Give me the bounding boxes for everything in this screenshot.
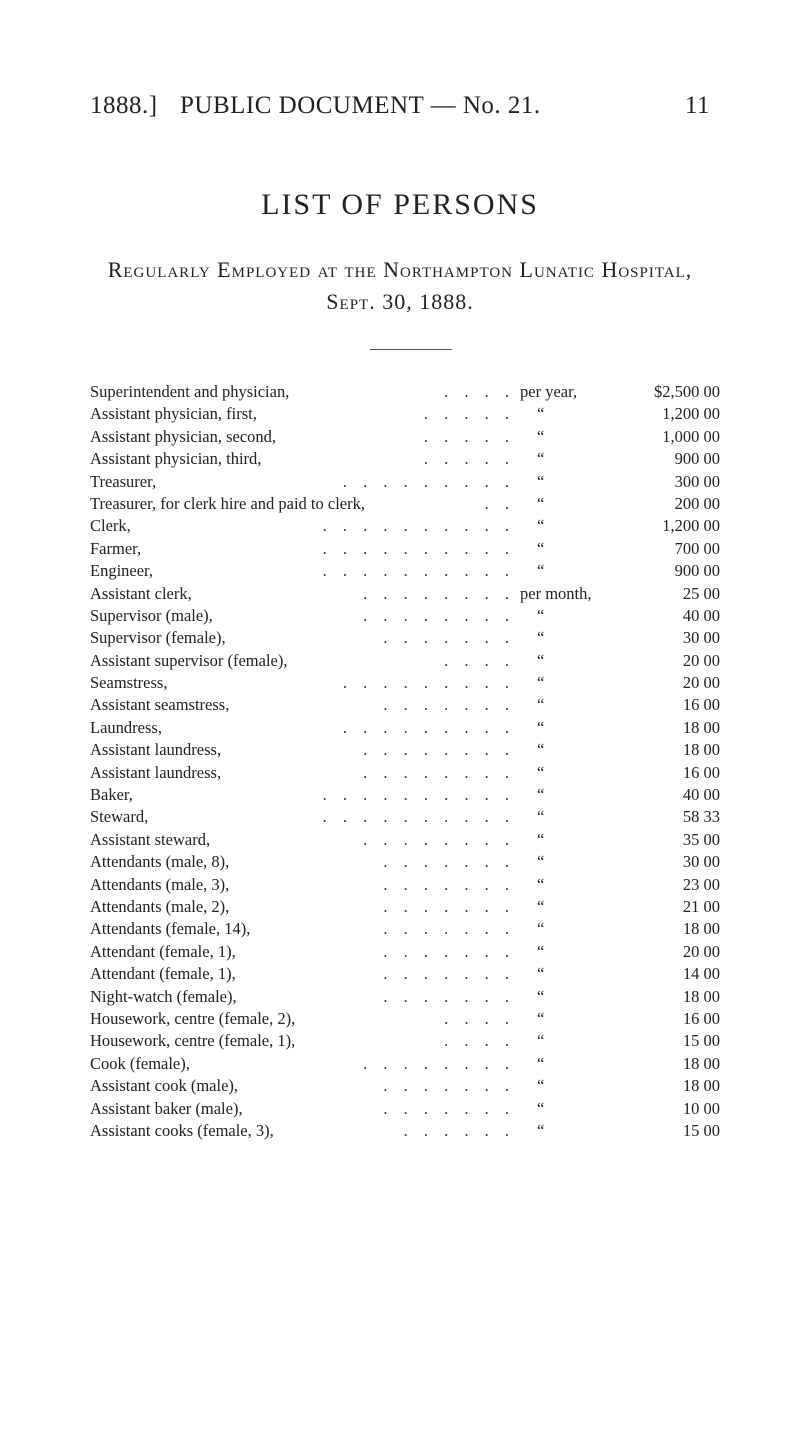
list-item [90,515,720,537]
position-title: Supervisor (male), [90,605,213,625]
position-title: Treasurer, for clerk hire and paid to clerk, [90,493,365,513]
list-item [90,1098,720,1120]
position-title: Baker, [90,785,133,805]
list-item [90,1008,720,1030]
ditto-mark: “ [537,1076,545,1096]
dot-leader: . . . . . . . . [363,583,515,603]
salary-amount: 18 00 [682,717,720,737]
position-title: Assistant baker (male), [90,1098,243,1118]
dot-leader: . . . . [444,650,515,670]
dot-leader: . . . . . [423,449,515,469]
position-title: Attendants (male, 2), [90,896,230,916]
salary-amount: 23 00 [682,874,720,894]
position-title: Housework, centre (female, 1), [90,1031,296,1051]
list-item [90,1075,720,1097]
list-item [90,1030,720,1052]
ditto-mark: “ [537,964,545,984]
salary-amount: 25 00 [682,583,720,603]
dot-leader: . . . . . . . . [363,605,515,625]
ditto-mark: “ [537,1008,545,1028]
list-item [90,650,720,672]
dot-leader: . . . . . . . . . [342,673,515,693]
dot-leader: . . . . . . . [383,941,515,961]
list-item [90,627,720,649]
ditto-mark: “ [537,1031,545,1051]
dot-leader: . . . . . . . . . . [322,538,515,558]
salary-amount: 30 00 [682,628,720,648]
position-title: Cook (female), [90,1053,190,1073]
salary-amount: 200 00 [674,493,720,513]
salary-amount: 10 00 [682,1098,720,1118]
ditto-mark: “ [537,516,545,536]
salary-amount: $2,500 00 [654,382,720,401]
salary-amount: 18 00 [682,919,720,939]
list-item [90,896,720,918]
salary-amount: 15 00 [682,1120,720,1140]
header-document-title: PUBLIC DOCUMENT — No. 21. [180,92,541,119]
salary-amount: 58 33 [682,807,720,827]
header-year: 1888.] [90,92,158,119]
salary-amount: 35 00 [682,829,720,849]
salary-amount: 20 00 [682,650,720,670]
dot-leader: . . . . . . . . [363,740,515,760]
ditto-mark: “ [537,896,545,916]
ditto-mark: “ [537,717,545,737]
position-title: Attendants (male, 8), [90,852,230,872]
salary-amount: 18 00 [682,1076,720,1096]
salary-amount: 20 00 [682,673,720,693]
list-item [90,963,720,985]
salary-amount: 16 00 [682,762,720,782]
page-title: LIST OF PERSONS [261,188,539,221]
ditto-mark: “ [537,941,545,961]
pay-period: per month, [520,583,592,603]
dot-leader: . . . . . [423,426,515,446]
dot-leader: . . . . . . . . [363,829,515,849]
dot-leader: . . . . . . . [383,919,515,939]
salary-amount: 700 00 [674,538,720,558]
salary-amount: 18 00 [682,1053,720,1073]
dot-leader: . . . . . . . . [363,762,515,782]
ditto-mark: “ [537,673,545,693]
dot-leader: . . . . . . . [383,986,515,1006]
position-title: Assistant clerk, [90,583,192,603]
list-item [90,918,720,940]
salary-amount: 21 00 [682,896,720,916]
salary-amount: 16 00 [682,1008,720,1028]
ditto-mark: “ [537,874,545,894]
dot-leader: . . . . . . . . . [342,471,515,491]
ditto-mark: “ [537,605,545,625]
salary-amount: 900 00 [674,561,720,581]
list-item [90,784,720,806]
dot-leader: . . . . . . [403,1120,515,1140]
list-item [90,986,720,1008]
ditto-mark: “ [537,628,545,648]
list-item [90,560,720,582]
position-title: Assistant seamstress, [90,695,230,715]
salary-amount: 900 00 [674,449,720,469]
salary-amount: 1,200 00 [662,516,720,536]
ditto-mark: “ [537,650,545,670]
position-title: Assistant laundress, [90,740,222,760]
list-item [90,762,720,784]
dot-leader: . . . . . . . [383,964,515,984]
list-item [90,1053,720,1075]
list-item [90,829,720,851]
ditto-mark: “ [537,1120,545,1140]
ditto-mark: “ [537,471,545,491]
dot-leader: . . . . [444,382,515,401]
position-title: Assistant physician, third, [90,449,262,469]
salary-amount: 18 00 [682,740,720,760]
ditto-mark: “ [537,986,545,1006]
position-title: Steward, [90,807,149,827]
list-item [90,493,720,515]
header-page-number: 11 [684,92,710,119]
position-title: Seamstress, [90,673,168,693]
dot-leader: . . . . . [423,404,515,424]
list-item [90,381,720,403]
salary-amount: 30 00 [682,852,720,872]
staff-salary-list [90,381,720,1142]
position-title: Attendants (male, 3), [90,874,230,894]
salary-amount: 40 00 [682,785,720,805]
dot-leader: . . . . [444,1008,515,1028]
list-item [90,739,720,761]
ditto-mark: “ [537,852,545,872]
ditto-mark: “ [537,762,545,782]
salary-amount: 300 00 [674,471,720,491]
ditto-mark: “ [537,561,545,581]
position-title: Housework, centre (female, 2), [90,1008,296,1028]
list-item [90,717,720,739]
position-title: Attendant (female, 1), [90,964,236,984]
salary-amount: 15 00 [682,1031,720,1051]
subtitle-line-1: Regularly Employed at the Northampton Lunatic Hospital, [107,257,693,282]
position-title: Assistant steward, [90,829,211,849]
list-item [90,426,720,448]
ditto-mark: “ [537,1098,545,1118]
list-item [90,851,720,873]
salary-amount: 16 00 [682,695,720,715]
dot-leader: . . . . [444,1031,515,1051]
salary-amount: 18 00 [682,986,720,1006]
position-title: Assistant supervisor (female), [90,650,288,670]
ditto-mark: “ [537,740,545,760]
position-title: Attendant (female, 1), [90,941,236,961]
ditto-mark: “ [537,919,545,939]
ditto-mark: “ [537,426,545,446]
dot-leader: . . . . . . . . . . [322,785,515,805]
list-item [90,583,720,605]
dot-leader: . . . . . . . . . . [322,561,515,581]
dot-leader: . . . . . . . [383,1076,515,1096]
salary-amount: 40 00 [682,605,720,625]
dot-leader: . . . . . . . [383,628,515,648]
list-item [90,448,720,470]
position-title: Treasurer, [90,471,157,491]
position-title: Assistant physician, first, [90,404,257,424]
dot-leader: . . . . . . . . . [342,717,515,737]
position-title: Supervisor (female), [90,628,226,648]
dot-leader: . . . . . . . [383,852,515,872]
list-item [90,874,720,896]
dot-leader: . . . . . . . [383,1098,515,1118]
ditto-mark: “ [537,493,545,513]
dot-leader: . . . . . . . [383,695,515,715]
salary-amount: 1,000 00 [662,426,720,446]
position-title: Engineer, [90,561,154,581]
list-item [90,694,720,716]
salary-amount: 1,200 00 [662,404,720,424]
list-item [90,1120,720,1142]
position-title: Clerk, [90,516,131,536]
salary-amount: 14 00 [682,964,720,984]
position-title: Assistant laundress, [90,762,222,782]
list-item [90,471,720,493]
section-divider [370,349,452,350]
list-item [90,672,720,694]
list-item [90,941,720,963]
dot-leader: . . . . . . . . . . [322,807,515,827]
position-title: Farmer, [90,538,142,558]
position-title: Night-watch (female), [90,986,237,1006]
dot-leader: . . . . . . . . [363,1053,515,1073]
ditto-mark: “ [537,785,545,805]
list-item [90,538,720,560]
position-title: Attendants (female, 14), [90,919,251,939]
position-title: Assistant cooks (female, 3), [90,1120,274,1140]
ditto-mark: “ [537,1053,545,1073]
pay-period: per year, [520,382,578,401]
ditto-mark: “ [537,538,545,558]
position-title: Assistant cook (male), [90,1076,239,1096]
dot-leader: . . . . . . . [383,874,515,894]
ditto-mark: “ [537,449,545,469]
list-item [90,403,720,425]
dot-leader: . . [484,493,515,513]
position-title: Laundress, [90,717,162,737]
list-item [90,806,720,828]
ditto-mark: “ [537,404,545,424]
position-title: Assistant physician, second, [90,426,277,446]
dot-leader: . . . . . . . [383,896,515,916]
dot-leader: . . . . . . . . . . [322,516,515,536]
ditto-mark: “ [537,829,545,849]
list-item [90,605,720,627]
ditto-mark: “ [537,695,545,715]
salary-amount: 20 00 [682,941,720,961]
subtitle-line-2: Sept. 30, 1888. [326,289,474,314]
ditto-mark: “ [537,807,545,827]
position-title: Superintendent and physician, [90,382,290,401]
